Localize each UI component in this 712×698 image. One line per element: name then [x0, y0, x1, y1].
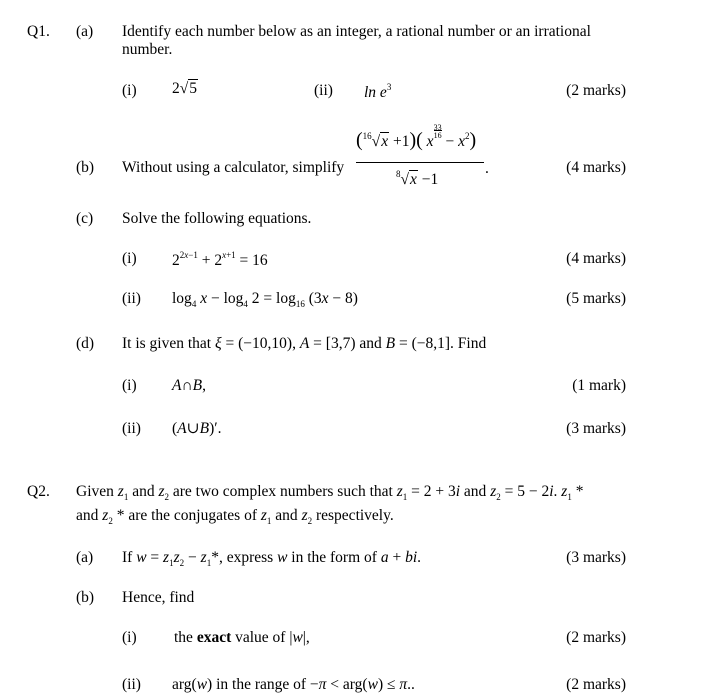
- q1a-i-expr: 2√5: [172, 80, 198, 97]
- q2b-ii-label: (ii): [122, 676, 141, 693]
- q1b-fraction-line: [356, 162, 484, 163]
- q2b-label: (b): [76, 589, 95, 606]
- q2-intro-line1: Given $z_1$ and $z_2$ are two complex numbers such that $z_1 = 2 + 3i$ and $z_2 = 5 - 2i$. $z_1$ *: [76, 483, 584, 502]
- q2-intro-line2: and $z_2$ * are the conjugates of $z_1$ and $z_2$ respectively.: [76, 507, 394, 526]
- q1d-label: (d): [76, 335, 95, 352]
- q2a-marks: (3 marks): [566, 549, 626, 566]
- q1d-text: It is given that ξ = (−10,10), A = [3,7) and B = (−8,1]. Find: [122, 335, 487, 352]
- q1b-period: .: [485, 160, 489, 177]
- q1d-i-expr: A∩B,: [172, 377, 207, 394]
- q2a-label: (a): [76, 549, 94, 566]
- q1c-ii-equation: $\log_4 x - \log_4 2 = \log_{16} (3x - 8)$: [172, 290, 358, 309]
- q1d-i-marks: (1 mark): [572, 377, 626, 394]
- q2b-i-marks: (2 marks): [566, 629, 626, 646]
- q1c-text: Solve the following equations.: [122, 210, 312, 227]
- q1c-i-equation: $2^{2x-1} + 2^{x+1} = 16$: [172, 250, 268, 269]
- q1c-ii-label: (ii): [122, 290, 141, 307]
- q2b-ii-marks: (2 marks): [566, 676, 626, 693]
- q2b-text: Hence, find: [122, 589, 195, 606]
- q1a-ii-expr: $\ln e^3$: [364, 82, 392, 101]
- q1a-text-line2: number.: [122, 41, 173, 58]
- q1c-i-label: (i): [122, 250, 137, 267]
- q2-label: Q2.: [27, 483, 50, 500]
- q1a-label: (a): [76, 23, 94, 40]
- q1b-denominator: $^8$√x −1: [396, 169, 439, 188]
- q1d-ii-expr: (A∪B)′.: [172, 420, 222, 437]
- q1c-label: (c): [76, 210, 94, 227]
- q1c-i-marks: (4 marks): [566, 250, 626, 267]
- q1d-ii-marks: (3 marks): [566, 420, 626, 437]
- q2b-ii-text: arg(w) in the range of −π < arg(w) ≤ π..: [172, 676, 415, 693]
- q2b-i-label: (i): [122, 629, 137, 646]
- q2b-i-text: the exact value of |w|,: [174, 629, 310, 646]
- q2a-text: If $w = z_1z_2 - z_1*$, express w in the form of a + bi.: [122, 549, 422, 568]
- q1a-text-line1: Identify each number below as an integer, a rational number or an irrational: [122, 23, 591, 40]
- q1b-text: Without using a calculator, simplify: [122, 159, 345, 176]
- q1a-marks: (2 marks): [566, 82, 626, 99]
- q1b-numerator: ($^{16}$√x +1)( $x\frac{33}{16} - x^2$): [356, 123, 477, 151]
- q1c-ii-marks: (5 marks): [566, 290, 626, 307]
- q1b-label: (b): [76, 159, 95, 176]
- q1b-marks: (4 marks): [566, 159, 626, 176]
- q1-label: Q1.: [27, 23, 50, 40]
- q1a-i-label: (i): [122, 82, 137, 99]
- q1a-ii-label: (ii): [314, 82, 333, 99]
- q1d-ii-label: (ii): [122, 420, 141, 437]
- q1d-i-label: (i): [122, 377, 137, 394]
